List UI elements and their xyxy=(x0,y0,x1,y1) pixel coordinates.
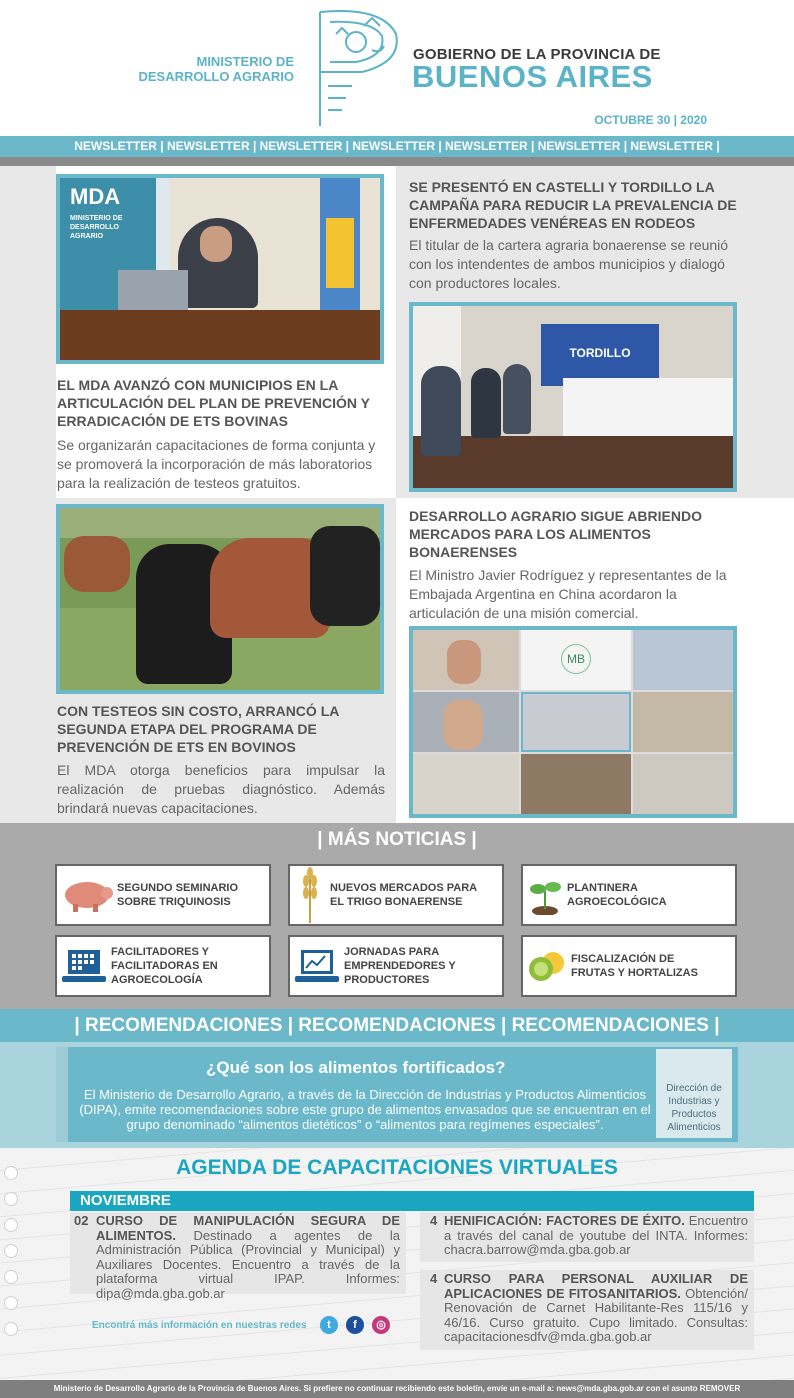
recommendation-text: El Ministerio de Desarrollo Agrario, a través de la Dirección de Industrias y Productos Alimenticios (DIPA), emite recomendaciones sobre este grupo de alimentos envasados que se encuentran en el grupo denominado “alimentos dietéticos” o “alimentos para regímenes especiales”. xyxy=(79,1087,651,1132)
notebook-rings xyxy=(4,1166,20,1348)
more-news-item-triquinosis[interactable]: SEGUNDO SEMINARIO SOBRE TRIQUINOSIS xyxy=(55,864,271,926)
cow xyxy=(64,536,130,592)
agenda-title: AGENDA DE CAPACITACIONES VIRTUALES xyxy=(176,1156,618,1179)
more-news-item-fiscalizacion[interactable]: FISCALIZACIÓN DE FRUTAS Y HORTALIZAS xyxy=(521,935,737,997)
recommendation-card[interactable] xyxy=(56,1047,738,1142)
more-news-item-plantinera[interactable]: PLANTINERA AGROECOLÓGICA xyxy=(521,864,737,926)
news-text-1: Se organizarán capacitaciones de forma conjunta y se promoverá la incorporación de más laboratorios para la realización de testeos gratuitos. xyxy=(57,437,376,491)
news-title-4[interactable]: DESARROLLO AGRARIO SIGUE ABRIENDO MERCADOS PARA LOS ALIMENTOS BONAERENSES xyxy=(409,508,702,560)
agenda-section xyxy=(0,1148,794,1380)
more-news-title: | MÁS NOTICIAS | xyxy=(317,829,477,850)
news-title-1[interactable]: EL MDA AVANZÓ CON MUNICIPIOS EN LA ARTICULACIÓN DEL PLAN DE PREVENCIÓN Y ERRADICACIÓN DE ETS BOVINAS xyxy=(57,377,370,429)
flag xyxy=(320,178,360,328)
more-news-section xyxy=(0,823,794,1009)
government-line: GOBIERNO DE LA PROVINCIA DE xyxy=(413,46,661,63)
avatar: MB xyxy=(561,644,591,674)
twitter-icon[interactable]: t xyxy=(320,1316,338,1334)
news-text-3: El MDA otorga beneficios para impulsar la realización de pruebas diagnóstico. Además brindará nuevas capacitaciones. xyxy=(57,762,385,816)
province-logo-icon xyxy=(312,6,404,132)
header xyxy=(0,0,794,136)
laptop-chart-icon xyxy=(290,937,344,995)
divider xyxy=(0,157,794,166)
news-photo-3[interactable] xyxy=(56,504,384,694)
news-photo-2[interactable] xyxy=(409,302,737,492)
recommendations-section xyxy=(0,1042,794,1148)
news-photo-1[interactable] xyxy=(56,174,384,364)
agenda-event-3[interactable]: 4 CURSO PARA PERSONAL AUXILIAR DE APLICACIONES DE FITOSANITARIOS. Obtención/ Renovación de Carnet Habilitante-Res 115/16 y 46/16. Curso gratuito. Cupo limitado. Consultas: capacitacionesdfv@mda.gba.gob.ar xyxy=(420,1270,754,1350)
wheat-icon xyxy=(290,866,330,924)
recommendation-question: ¿Qué son los alimentos fortificados? xyxy=(206,1058,506,1077)
news-photo-4[interactable] xyxy=(409,626,737,818)
ministry-name: MINISTERIO DE DESARROLLO AGRARIO xyxy=(138,54,294,84)
pig-icon xyxy=(57,866,117,924)
laptop xyxy=(118,270,188,312)
issue-date: OCTUBRE 30 | 2020 xyxy=(594,113,707,127)
more-news-item-facilitadores[interactable]: FACILITADORES Y FACILITADORAS EN AGROECOLOGÍA xyxy=(55,935,271,997)
social-text: Encontrá más información en nuestras redes xyxy=(92,1320,307,1331)
facebook-icon[interactable]: f xyxy=(346,1316,364,1334)
agenda-event-1[interactable]: 02 CURSO DE MANIPULACIÓN SEGURA DE ALIMENTOS. Destinado a agentes de la Administración Pública (Provincial y Municipal) y Auxiliares Docentes. Encuentro a través de la plataforma virtual IPAP. Informes: dipa@mda.gba.gob.ar xyxy=(70,1212,406,1294)
recommendation-source: Dirección de Industrias y Productos Alimenticios xyxy=(656,1049,732,1138)
recommendations-bar: | RECOMENDACIONES | RECOMENDACIONES | RECOMENDACIONES | xyxy=(0,1009,794,1042)
newsletter-bar: NEWSLETTER | NEWSLETTER | NEWSLETTER | NEWSLETTER | NEWSLETTER | NEWSLETTER | NEWSLETTER | xyxy=(0,136,794,157)
news-title-3[interactable]: CON TESTEOS SIN COSTO, ARRANCÓ LA SEGUNDA ETAPA DEL PROGRAMA DE PREVENCIÓN DE ETS EN BOVINOS xyxy=(57,703,339,755)
tordillo-banner: TORDILLO xyxy=(541,324,659,386)
table xyxy=(563,378,737,438)
agenda-month: NOVIEMBRE xyxy=(70,1191,754,1211)
agenda-event-2[interactable]: 4 HENIFICACIÓN: FACTORES DE ÉXITO. Encuentro a través del canal de youtube del INTA. Informes: chacra.barrow@mda.gba.gob.ar xyxy=(420,1212,754,1262)
banner: MDA MINISTERIO DE DESARROLLO AGRARIO xyxy=(60,178,156,360)
province-name: BUENOS AIRES xyxy=(412,59,653,94)
desk xyxy=(60,310,380,360)
more-news-item-jornadas[interactable]: JORNADAS PARA EMPRENDEDORES Y PRODUCTORES xyxy=(288,935,504,997)
fruit-icon xyxy=(523,937,571,995)
news-text-2: El titular de la cartera agraria bonaerense se reunió con los intendentes de ambos municipios y dialogó con productores locales. xyxy=(409,237,729,291)
more-news-item-trigo[interactable]: NUEVOS MERCADOS PARA EL TRIGO BONAERENSE xyxy=(288,864,504,926)
sprout-icon xyxy=(523,866,567,924)
footer: Ministerio de Desarrollo Agrario de la Provincia de Buenos Aires. Si prefiere no continuar recibiendo este boletín, envíe un e-mail a: news@mda.gba.gob.ar con el asunto REMOVER xyxy=(0,1380,794,1398)
laptop-grid-icon xyxy=(57,937,111,995)
news-title-2[interactable]: SE PRESENTÓ EN CASTELLI Y TORDILLO LA CAMPAÑA PARA REDUCIR LA PREVALENCIA DE ENFERMEDADES VENÉREAS EN RODEOS xyxy=(409,179,737,231)
news-text-4: El Ministro Javier Rodríguez y representantes de la Embajada Argentina en China acordaron la articulación de una misión comercial. xyxy=(409,567,727,621)
news-grid xyxy=(0,166,794,823)
card-accent xyxy=(56,1047,68,1142)
instagram-icon[interactable]: ◎ xyxy=(372,1316,390,1334)
